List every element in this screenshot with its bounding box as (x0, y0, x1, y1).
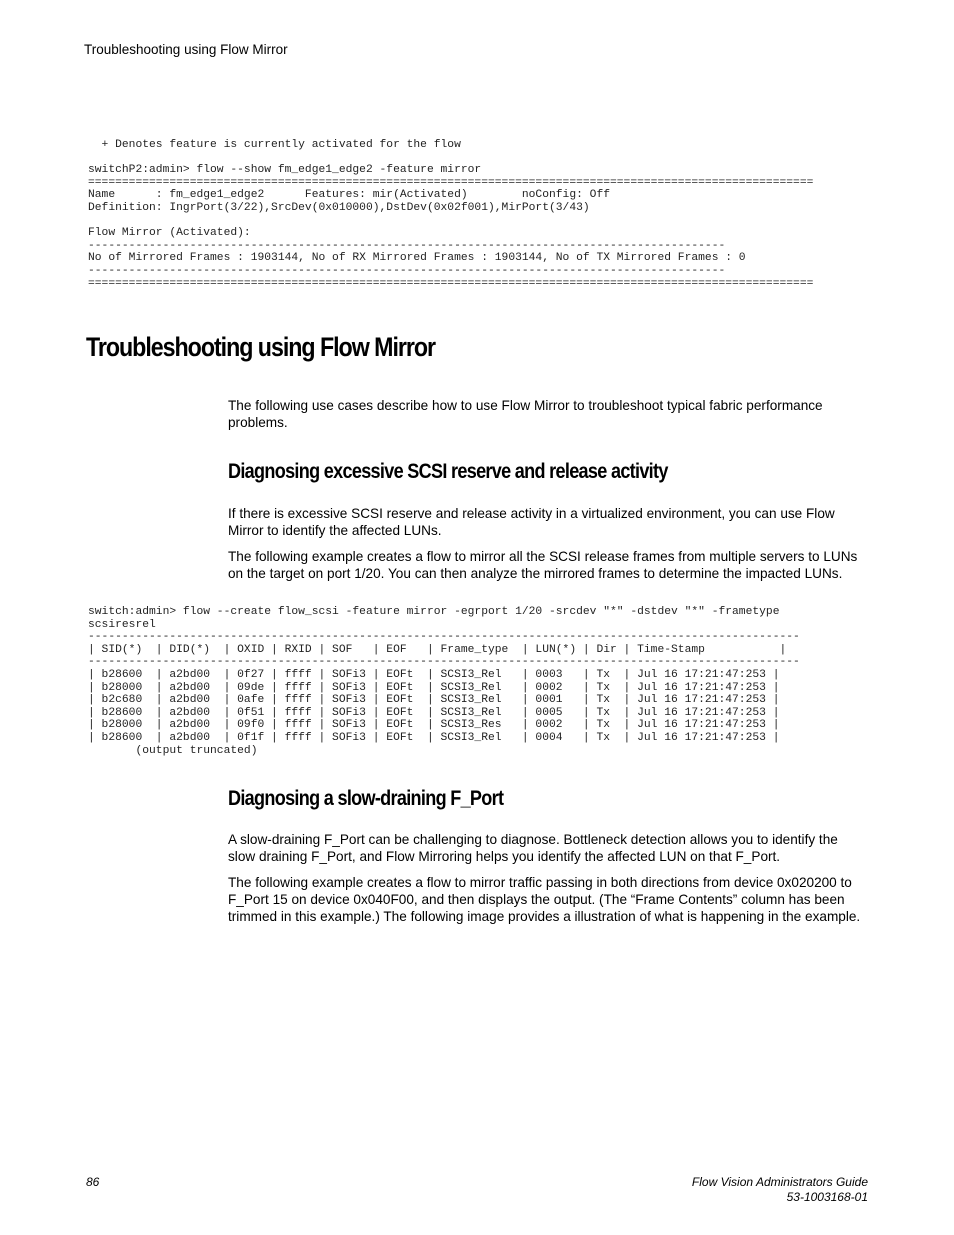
footer-doc-info (692, 1175, 868, 1205)
code-block-show-flow: + Denotes feature is currently activated for the flow switchP2:admin> flow --show fm_edge1_edge2 -feature mirror =========================================================================================================== Name : fm_edge1_edge2 Features: mir(Activated) noConfig: Off Definition: IngrPort(3/22),SrcDev(0x010000),DstDev(0x02f001),MirPort(3/43) Flow Mirror (Activated): ---------------------------------------------------------------------------------------------- No of Mirrored Frames : 1903144, No of RX Mirrored Frames : 1903144, No of TX Mirrored Frames : 0 ---------------------------------------------------------------------------------------------- =========================================================================================================== (88, 139, 814, 290)
scsi-paragraph-2: The following example creates a flow to mirror all the SCSI release frames from multiple servers to LUNs on the target on port 1/20. You can then analyze the mirrored frames to determine the impacted LUNs. (228, 549, 858, 581)
running-header: Troubleshooting using Flow Mirror (84, 42, 288, 57)
scsi-paragraph-1: If there is excessive SCSI reserve and release activity in a virtualized environment, you can use Flow Mirror to identify the affected LUNs. (228, 506, 835, 538)
section-title: Troubleshooting using Flow Mirror (86, 332, 436, 362)
subsection-title-scsi: Diagnosing excessive SCSI reserve and release activity (228, 460, 668, 483)
subsection-title-fport: Diagnosing a slow-draining F_Port (228, 787, 504, 810)
page-number: 86 (86, 1175, 100, 1189)
fport-paragraph-1: A slow-draining F_Port can be challenging to diagnose. Bottleneck detection allows you to identify the slow draining F_Port, and Flow Mirroring helps you identify the affected LUN on that F_Port. (228, 832, 838, 864)
doc-number: 53-1003168-01 (786, 1190, 868, 1204)
guide-title: Flow Vision Administrators Guide (691, 1175, 868, 1189)
section-intro: The following use cases describe how to use Flow Mirror to troubleshoot typical fabric performance problems. (228, 398, 823, 430)
fport-paragraph-2: The following example creates a flow to mirror traffic passing in both directions from device 0x020200 to F_Port 15 on device 0x040F00, and then displays the output. (The “Frame Contents” column has been trimmed in this example.) The following image provides a illustration of what is happening in the example. (228, 875, 861, 924)
code-block-scsi: switch:admin> flow --create flow_scsi -feature mirror -egrport 1/20 -srcdev "*" -dstdev "*" -frametype scsiresrel --------------------------------------------------------------------------------------------------------- | SID(*) | DID(*) | OXID | RXID | SOF | EOF | Frame_type | LUN(*) | Dir | Time-Stamp | --------------------------------------------------------------------------------------------------------- | b28600 | a2bd00 | 0f27 | ffff | SOFi3 | EOFt | SCSI3_Rel | 0003 | Tx | Jul 16 17:21:47:253 | | b28000 | a2bd00 | 09de | ffff | SOFi3 | EOFt | SCSI3_Rel | 0002 | Tx | Jul 16 17:21:47:253 | | b2c680 | a2bd00 | 0afe | ffff | SOFi3 | EOFt | SCSI3_Rel | 0001 | Tx | Jul 16 17:21:47:253 | | b28600 | a2bd00 | 0f51 | ffff | SOFi3 | EOFt | SCSI3_Rel | 0005 | Tx | Jul 16 17:21:47:253 | | b28000 | a2bd00 | 09f0 | ffff | SOFi3 | EOFt | SCSI3_Res | 0002 | Tx | Jul 16 17:21:47:253 | | b28600 | a2bd00 | 0f1f | ffff | SOFi3 | EOFt | SCSI3_Rel | 0004 | Tx | Jul 16 17:21:47:253 | (output truncated) (88, 606, 800, 757)
